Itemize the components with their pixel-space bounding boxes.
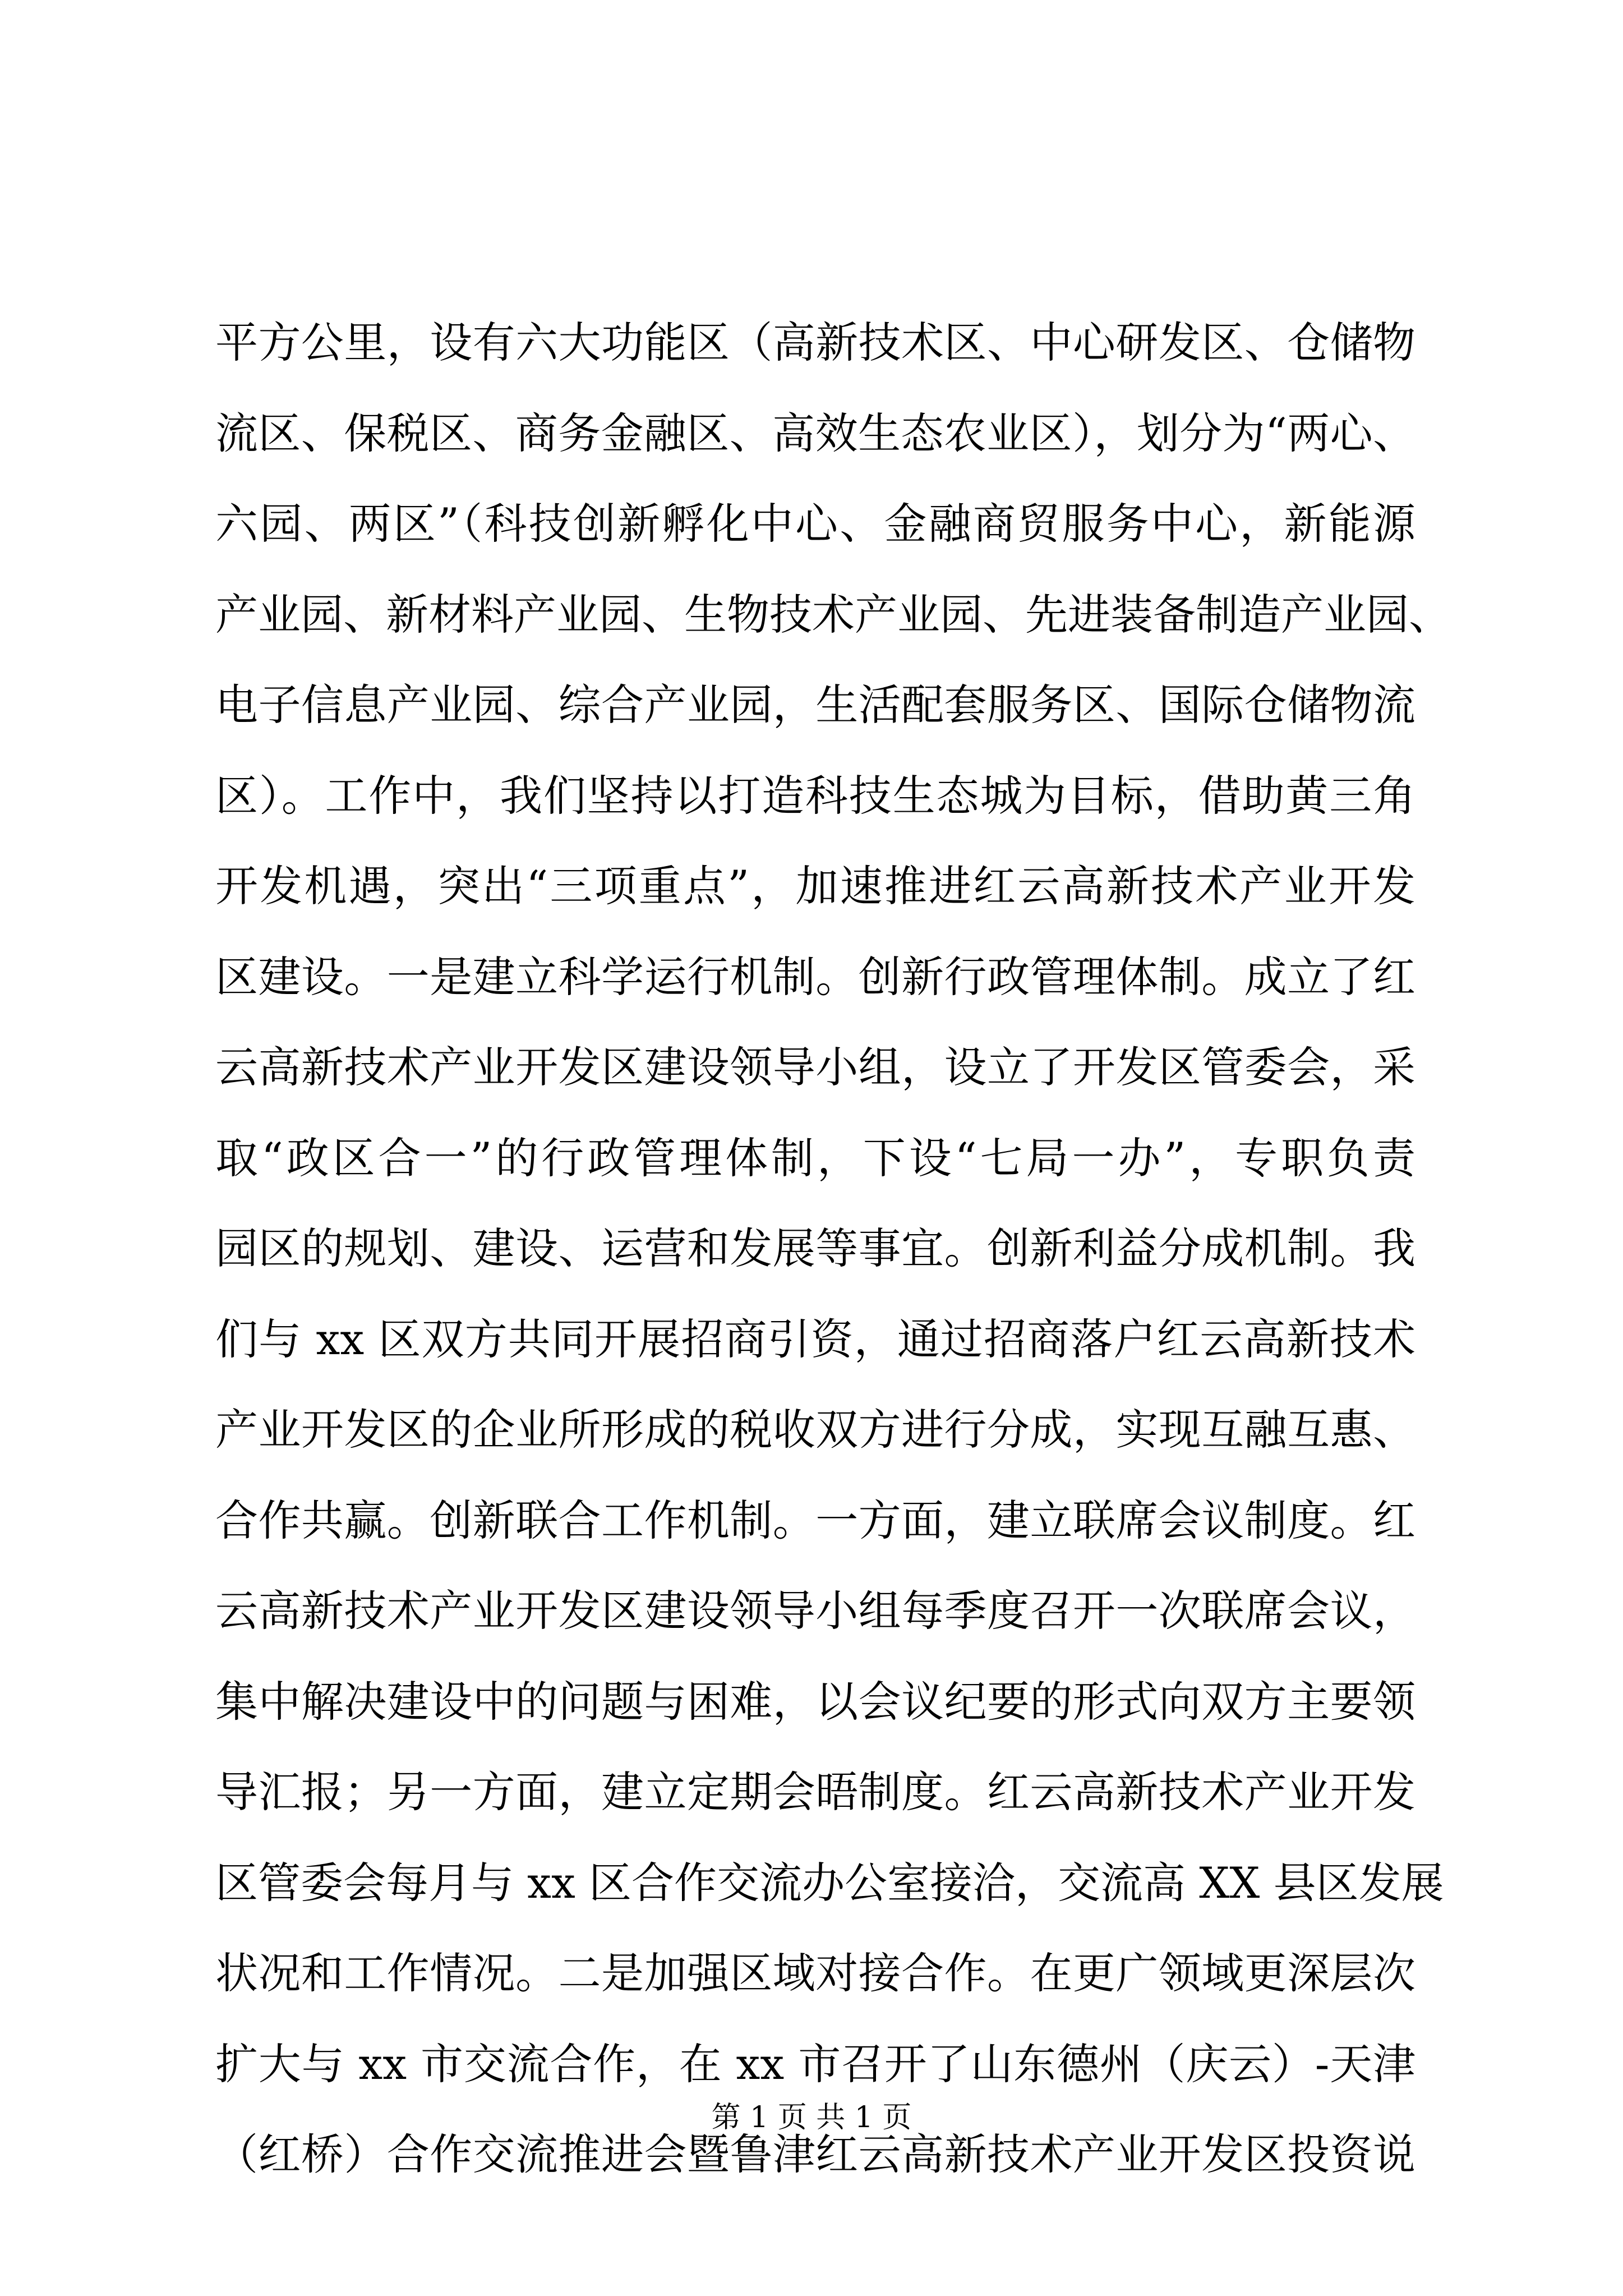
- text-line: 区管委会每月与 xx 区合作交流办公室接洽，交流高 XX 县区发展: [215, 1857, 1444, 1908]
- text-line: 云高新技术产业开发区建设领导小组，设立了开发区管委会，采: [215, 1042, 1415, 1092]
- text-line: 流区、保税区、商务金融区、高效生态农业区），划分为“两心、: [215, 408, 1415, 458]
- text-line: 电子信息产业园、综合产业园，生活配套服务区、国际仓储物流: [215, 680, 1415, 730]
- text-line: （红桥）合作交流推进会暨鲁津红云高新技术产业开发区投资说: [215, 2129, 1415, 2179]
- text-line: 园区的规划、建设、运营和发展等事宜。创新利益分成机制。我: [215, 1223, 1415, 1273]
- text-line: 状况和工作情况。二是加强区域对接合作。在更广领域更深层次: [215, 1948, 1415, 1998]
- text-line: 导汇报；另一方面，建立定期会晤制度。红云高新技术产业开发: [215, 1767, 1415, 1817]
- text-line: 区）。工作中，我们坚持以打造科技生态城为目标，借助黄三角: [215, 770, 1415, 821]
- text-line: 区建设。一是建立科学运行机制。创新行政管理体制。成立了红: [215, 951, 1415, 1002]
- text-line: 开发机遇，突出“三项重点”，加速推进红云高新技术产业开发: [215, 861, 1415, 911]
- text-line: 扩大与 xx 市交流合作，在 xx 市召开了山东德州（庆云）-天津: [215, 2039, 1415, 2089]
- text-line: 六园、两区”（科技创新孵化中心、金融商贸服务中心，新能源: [215, 499, 1415, 549]
- text-line: 集中解决建设中的问题与困难，以会议纪要的形式向双方主要领: [215, 1676, 1415, 1727]
- body-paragraph: [215, 297, 1451, 2200]
- text-line: 取“政区合一”的行政管理体制，下设“七局一办”，专职负责: [215, 1133, 1415, 1183]
- text-line: 合作共赢。创新联合工作机制。一方面，建立联席会议制度。红: [215, 1495, 1415, 1545]
- text-line: 云高新技术产业开发区建设领导小组每季度召开一次联席会议，: [215, 1586, 1415, 1636]
- text-line: 产业开发区的企业所形成的税收双方进行分成，实现互融互惠、: [215, 1405, 1415, 1455]
- page-footer: 第 1 页 共 1 页: [711, 2101, 912, 2134]
- text-line: 们与 xx 区双方共同开展招商引资，通过招商落户红云高新技术: [215, 1314, 1415, 1364]
- text-line: 平方公里，设有六大功能区（高新技术区、中心研发区、仓储物: [215, 318, 1415, 367]
- text-line: 产业园、新材料产业园、生物技术产业园、先进装备制造产业园、: [215, 589, 1451, 639]
